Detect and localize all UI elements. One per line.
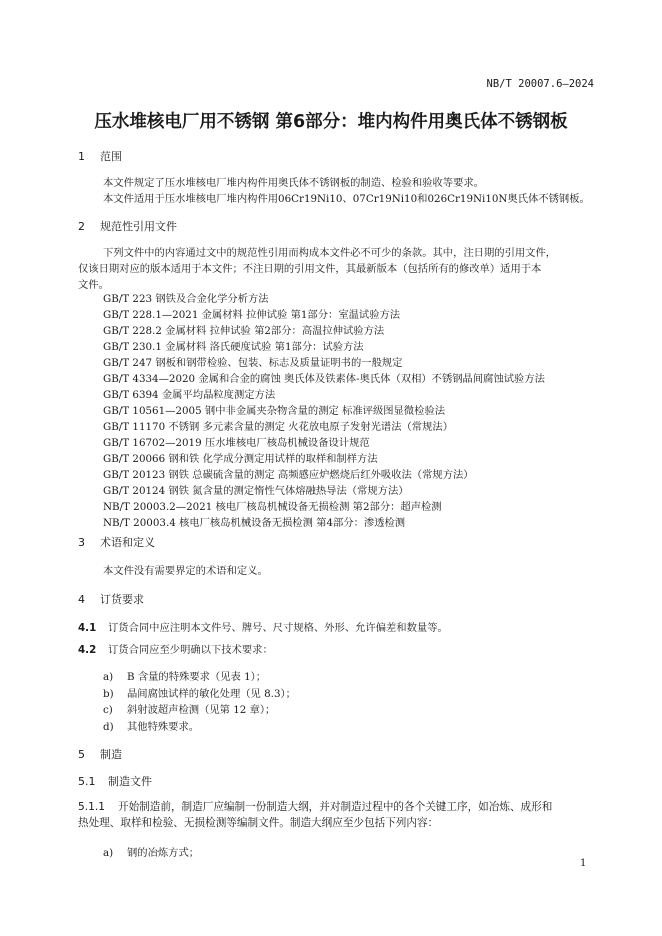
reference-list xyxy=(103,291,545,531)
section-title: 术语和定义 xyxy=(100,536,155,549)
document-code: NB/T 20007.6—2024 xyxy=(486,78,594,90)
reference-item: GB/T 6394 金属平均晶粒度测定方法 xyxy=(103,389,276,401)
paragraph: 下列文件中的内容通过文中的规范性引用而构成本文件必不可少的条款。其中，注日期的引用文件， xyxy=(103,247,557,259)
reference-item: GB/T 228.2 金属材料 拉伸试验 第2部分：高温拉伸试验方法 xyxy=(103,325,385,337)
page-title: 压水堆核电厂用不锈钢 第6部分：堆内构件用奥氏体不锈钢板 xyxy=(94,112,568,132)
clause-title: 制造文件 xyxy=(108,775,152,788)
list-item xyxy=(103,719,296,736)
reference-item: GB/T 247 钢板和钢带检验、包装、标志及质量证明书的一般规定 xyxy=(103,357,403,369)
reference-item: GB/T 16702—2019 压水堆核电厂核岛机械设备设计规范 xyxy=(103,437,370,449)
clause-5-1-heading xyxy=(78,773,152,789)
paragraph: 文件。 xyxy=(78,279,109,291)
section-2-heading xyxy=(78,218,177,234)
reference-item: GB/T 20124 钢铁 氮含量的测定惰性气体熔融热导法（常规方法） xyxy=(103,485,409,497)
list-marker: b) xyxy=(103,687,114,700)
section-4-heading xyxy=(78,591,144,607)
section-title: 制造 xyxy=(100,748,122,761)
list-marker: c) xyxy=(103,704,113,716)
list-text: 晶间腐蚀试样的敏化处理（见 8.3）； xyxy=(127,687,296,700)
clause-5-1-1 xyxy=(78,799,552,814)
reference-item: GB/T 20123 钢铁 总碳硫含量的测定 高频感应炉燃烧后红外吸收法（常规方法） xyxy=(103,469,474,481)
section-title: 规范性引用文件 xyxy=(100,220,177,233)
reference-item: GB/T 228.1—2021 金属材料 拉伸试验 第1部分：室温试验方法 xyxy=(103,309,401,321)
section-number: 1 xyxy=(78,150,85,163)
section-1-heading xyxy=(78,148,122,164)
list-item xyxy=(103,844,199,859)
reference-item: GB/T 4334—2020 金属和合金的腐蚀 奥氏体及铁素体-奥氏体（双相）不锈钢晶间腐蚀试验方法 xyxy=(103,373,545,385)
reference-item: NB/T 20003.2—2021 核电厂核岛机械设备无损检测 第2部分：超声检测 xyxy=(103,501,442,513)
list-item xyxy=(103,702,296,719)
list-marker: a) xyxy=(103,671,114,683)
section-number: 3 xyxy=(78,536,85,549)
clause-text: 开始制造前，制造厂应编制一份制造大纲，并对制造过程中的各个关键工序，如冶炼、成形和 xyxy=(118,801,553,813)
section-5-heading xyxy=(78,746,122,762)
clause-text: 订货合同应至少明确以下技术要求： xyxy=(108,644,273,656)
reference-item: GB/T 20066 钢和铁 化学成分测定用试样的取样和制样方法 xyxy=(103,453,378,465)
page-number: 1 xyxy=(580,858,587,869)
list-text: 其他特殊要求。 xyxy=(127,720,200,733)
reference-item: GB/T 10561—2005 钢中非金属夹杂物含量的测定 标准评级图显微检验法 xyxy=(103,405,446,417)
list-item xyxy=(103,686,296,703)
section-3-heading xyxy=(78,534,155,550)
paragraph: 本文件没有需要界定的术语和定义。 xyxy=(103,565,268,577)
clause-number: 4.1 xyxy=(78,622,97,634)
clause-4-2 xyxy=(78,641,273,656)
clause-text: 订货合同中应注明本文件号、牌号、尺寸规格、外形、允许偏差和数量等。 xyxy=(108,622,448,634)
paragraph: 仅该日期对应的版本适用于本文件；不注日期的引用文件，其最新版本（包括所有的修改单）适用于本 xyxy=(78,263,542,275)
section-title: 范围 xyxy=(100,150,122,163)
list-text: B 含量的特殊要求（见表 1）； xyxy=(127,671,267,683)
requirement-list xyxy=(103,669,296,735)
list-text: 斜射波超声检测（见第 12 章）； xyxy=(127,704,276,716)
section-number: 5 xyxy=(78,748,85,761)
section-title: 订货要求 xyxy=(100,593,144,606)
clause-number: 5.1 xyxy=(78,775,96,788)
clause-number: 5.1.1 xyxy=(78,801,105,813)
paragraph: 本文件规定了压水堆核电厂堆内构件用奥氏体不锈钢板的制造、检验和验收等要求。 xyxy=(103,177,484,189)
list-item xyxy=(103,669,296,686)
section-number: 2 xyxy=(78,220,85,233)
clause-number: 4.2 xyxy=(78,644,97,656)
list-marker: a) xyxy=(103,847,114,859)
reference-item: GB/T 223 钢铁及合金化学分析方法 xyxy=(103,293,269,305)
clause-4-1 xyxy=(78,619,448,634)
reference-item: GB/T 11170 不锈钢 多元素含量的测定 火花放电原子发射光谱法（常规法） xyxy=(103,421,453,433)
clause-text-continuation: 热处理、取样和检验、无损检测等编制文件。制造大纲应至少包括下列内容： xyxy=(78,817,439,829)
reference-item: GB/T 230.1 金属材料 洛氏硬度试验 第1部分：试验方法 xyxy=(103,341,364,353)
section-number: 4 xyxy=(78,593,85,606)
list-text: 钢的冶炼方式； xyxy=(127,847,200,859)
paragraph: 本文件适用于压水堆核电厂堆内构件用06Cr19Ni10、07Cr19Ni10和026Cr19Ni10N奥氏体不锈钢板。 xyxy=(103,193,590,205)
reference-item: NB/T 20003.4 核电厂核岛机械设备无损检测 第4部分：渗透检测 xyxy=(103,517,406,529)
list-marker: d) xyxy=(103,720,114,733)
